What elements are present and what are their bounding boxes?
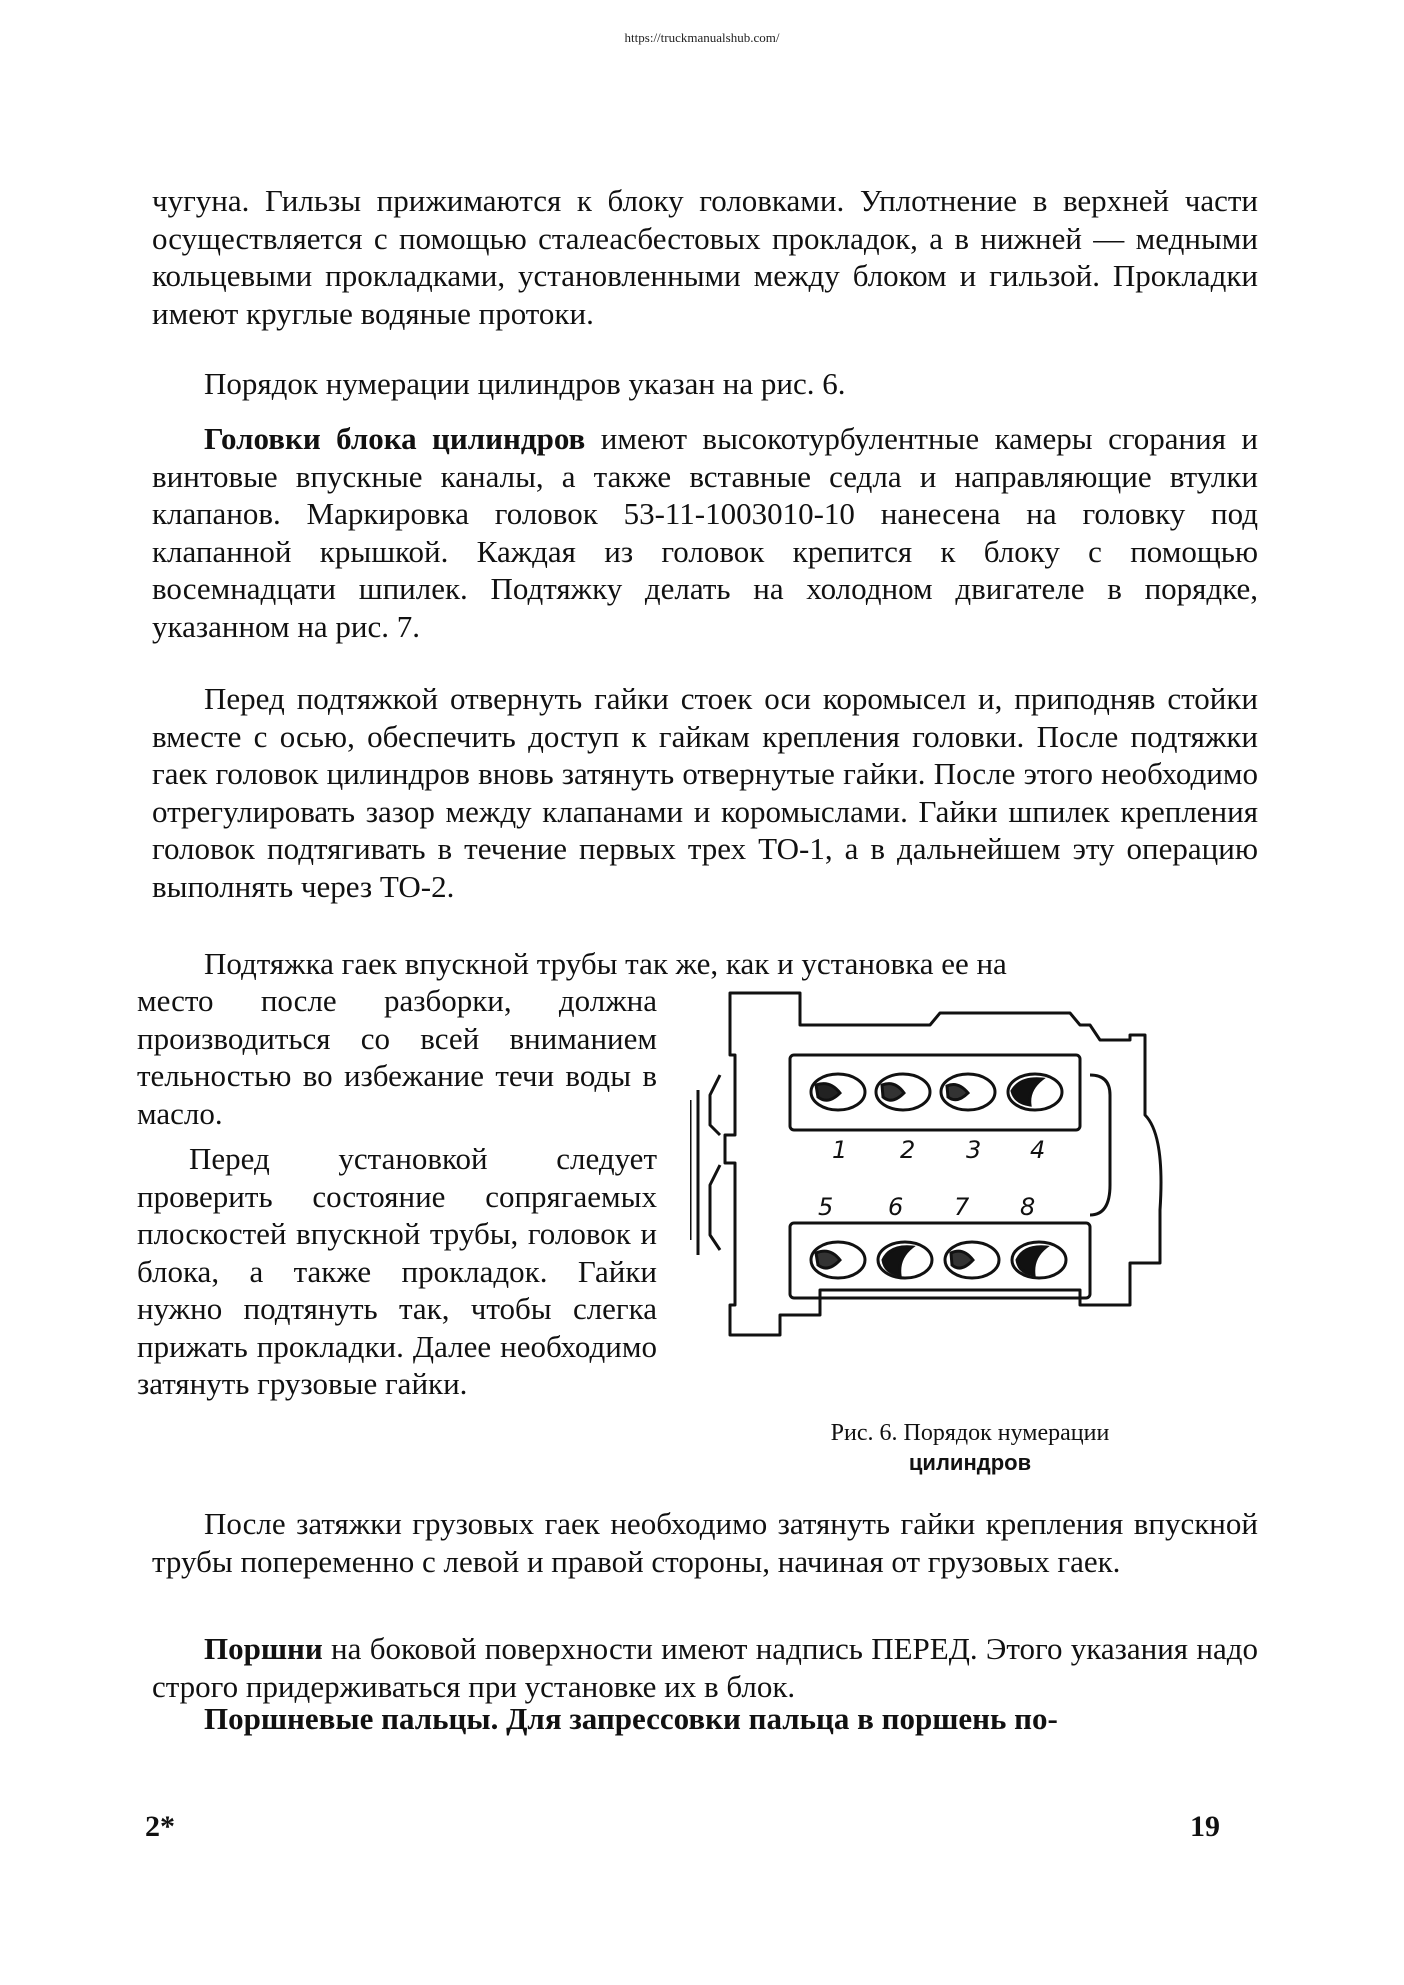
cylinder-label-5: 5 (818, 1193, 834, 1221)
paragraph-5-first-line: Подтяжка гаек впускной трубы так же, как и установка ее на (204, 946, 1007, 981)
paragraph-9-body: Для запрессовки пальца в поршень по- (498, 1701, 1058, 1736)
paragraph-3 (152, 420, 1258, 645)
cylinder-label-1: 1 (832, 1136, 848, 1164)
paragraph-2: Порядок нумерации цилиндров указан на рис. 6. (204, 366, 846, 401)
left-stud (690, 1090, 698, 1255)
cylinder-label-8: 8 (1020, 1193, 1036, 1221)
paragraph-8-lead: Поршни (204, 1631, 323, 1666)
paragraph-4: Перед подтяжкой отвернуть гайки стоек оси коромысел и, приподняв стойки вместе с осью, обеспечить доступ к гайкам крепления головки. После подтяжки гаек головок цилиндров вновь затянуть отвернутые гайки. После этого необходимо отрегулировать зазор между клапанами и коромыслами. Гайки шпилек крепления головок подтягивать в течение первых трех ТО-1, а в дальнейшем эту операцию выполнять через ТО-2. (152, 681, 1258, 904)
paragraph-8 (152, 1630, 1258, 1705)
cylinder-numbering-diagram (690, 985, 1250, 1355)
cylinder-label-6: 6 (888, 1193, 904, 1221)
right-lobe (1090, 1075, 1110, 1215)
cylinder-label-4: 4 (1030, 1136, 1046, 1164)
source-url: https://truckmanualshub.com/ (624, 30, 780, 45)
paragraph-1: чугуна. Гильзы прижимаются к блоку головками. Уплотнение в верхней части осуществляется с помощью сталеасбестовых прокладок, а в нижней — медными кольцевыми прокладками, установленными между блоком и гильзой. Прокладки имеют круглые водяные протоки. (152, 183, 1258, 331)
paragraph-9-lead: Поршневые пальцы. (204, 1701, 499, 1736)
cylinder-label-2: 2 (900, 1136, 916, 1164)
figure-caption (735, 1418, 1205, 1478)
paragraph-8-body: на боковой поверхности имеют надпись ПЕРЕД. Этого указания надо строго придерживаться при установке их в блок. (152, 1631, 1258, 1704)
paragraph-7: После затяжки грузовых гаек необходимо затянуть гайки крепления впускной трубы попеременно с левой и правой стороны, начиная от грузовых гаек. (152, 1506, 1258, 1579)
figure-caption-line-1: Рис. 6. Порядок нумерации (830, 1420, 1110, 1446)
paragraph-3-lead: Головки блока цилиндров (204, 421, 586, 456)
figure-caption-line-2: цилиндров (908, 1450, 1032, 1475)
paragraph-5: место после разборки, должна производиться со всей вниманием тельностью во избежание течи воды в масло. (137, 983, 657, 1131)
cylinder-label-3: 3 (966, 1136, 982, 1164)
page-number: 19 (1190, 1810, 1220, 1843)
paragraph-6: Перед установкой следует проверить состояние сопрягаемых плоскостей впускной трубы, головок и блока, а также прокладок. Гайки нужно подтянуть так, чтобы слегка прижать прокладки. Далее необходимо затянуть грузовые гайки. (137, 1141, 657, 1401)
left-bracket (710, 1075, 720, 1250)
paragraph-9 (152, 1700, 1258, 1738)
signature-mark: 2* (145, 1810, 175, 1843)
cylinder-label-7: 7 (954, 1193, 970, 1221)
paragraph-3-body: имеют высокотурбулентные камеры сгорания и винтовые впускные каналы, а также вставные седла и направляющие втулки клапанов. Маркировка головок 53-11-1003010-10 нанесена на головку под клапанной крышкой. Каждая из головок крепится к блоку с помощью восемнадцати шпилек. Подтяжку делать на холодном двигателе в порядке, указанном на рис. 7. (152, 421, 1258, 644)
